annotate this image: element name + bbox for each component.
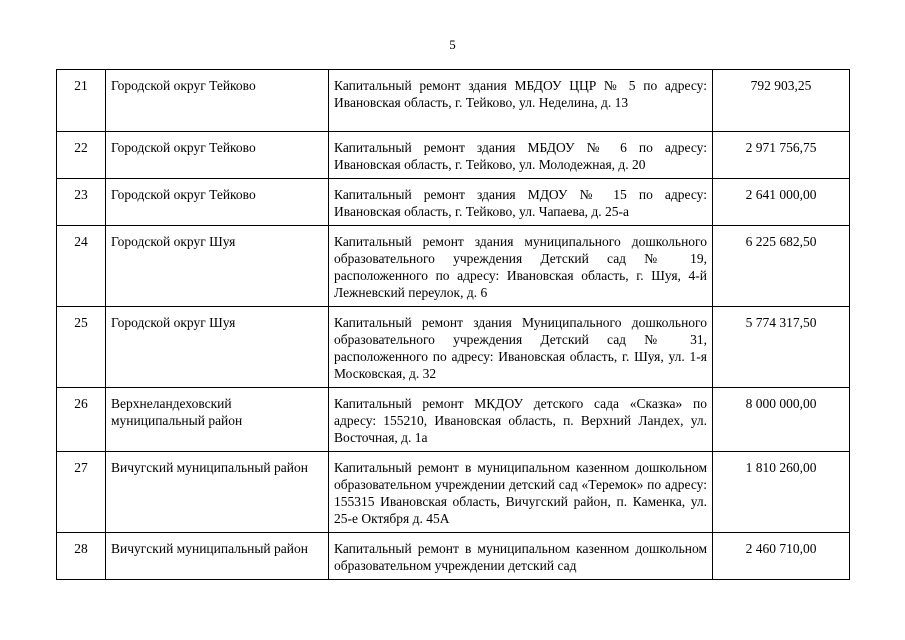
row-number: 28 [57, 533, 106, 580]
municipality-cell: Городской округ Тейково [106, 179, 329, 226]
table-row [57, 388, 850, 452]
description-cell: Капитальный ремонт здания муниципального дошкольного образовательного учреждения Детский сад № 19, расположенного по адресу: Ивановская область, г. Шуя, 4-й Лежневский переулок, д. 6 [329, 226, 713, 307]
municipality-cell: Городской округ Тейково [106, 132, 329, 179]
table-row [57, 533, 850, 580]
table-row [57, 452, 850, 533]
row-number: 25 [57, 307, 106, 388]
table-row [57, 70, 850, 132]
amount-cell: 2 460 710,00 [713, 533, 850, 580]
amount-cell: 2 641 000,00 [713, 179, 850, 226]
amount-cell: 6 225 682,50 [713, 226, 850, 307]
municipality-cell: Вичугский муниципальный район [106, 452, 329, 533]
page-number: 5 [449, 37, 456, 52]
row-number: 26 [57, 388, 106, 452]
table-row [57, 179, 850, 226]
table-row [57, 226, 850, 307]
row-number: 23 [57, 179, 106, 226]
amount-cell: 2 971 756,75 [713, 132, 850, 179]
municipality-cell: Городской округ Шуя [106, 226, 329, 307]
description-cell: Капитальный ремонт здания Муниципального дошкольного образовательного учреждения Детский сад № 31, расположенного по адресу: Ивановская область, г. Шуя, ул. 1-я Московская, д. 32 [329, 307, 713, 388]
description-cell: Капитальный ремонт здания МБДОУ ЦЦР № 5 по адресу: Ивановская область, г. Тейково, ул. Неделина, д. 13 [329, 70, 713, 132]
row-number: 21 [57, 70, 106, 132]
municipality-cell: Вичугский муниципальный район [106, 533, 329, 580]
table-row [57, 307, 850, 388]
table-row [57, 132, 850, 179]
description-cell: Капитальный ремонт в муниципальном казенном дошкольном образовательном учреждении детский сад [329, 533, 713, 580]
description-cell: Капитальный ремонт здания МБДОУ № 6 по адресу: Ивановская область, г. Тейково, ул. Молодежная, д. 20 [329, 132, 713, 179]
amount-cell: 5 774 317,50 [713, 307, 850, 388]
row-number: 22 [57, 132, 106, 179]
municipality-cell: Верхнеландеховский муниципальный район [106, 388, 329, 452]
row-number: 27 [57, 452, 106, 533]
row-number: 24 [57, 226, 106, 307]
amount-cell: 8 000 000,00 [713, 388, 850, 452]
amount-cell: 1 810 260,00 [713, 452, 850, 533]
projects-table [56, 69, 850, 580]
description-cell: Капитальный ремонт здания МДОУ № 15 по адресу: Ивановская область, г. Тейково, ул. Чапаева, д. 25-а [329, 179, 713, 226]
municipality-cell: Городской округ Шуя [106, 307, 329, 388]
amount-cell: 792 903,25 [713, 70, 850, 132]
description-cell: Капитальный ремонт в муниципальном казенном дошкольном образовательном учреждении детский сад «Теремок» по адресу: 155315 Ивановская область, Вичугский район, п. Каменка, ул. 25-е Октября д. 45А [329, 452, 713, 533]
description-cell: Капитальный ремонт МКДОУ детского сада «Сказка» по адресу: 155210, Ивановская область, п. Верхний Ландех, ул. Восточная, д. 1а [329, 388, 713, 452]
municipality-cell: Городской округ Тейково [106, 70, 329, 132]
